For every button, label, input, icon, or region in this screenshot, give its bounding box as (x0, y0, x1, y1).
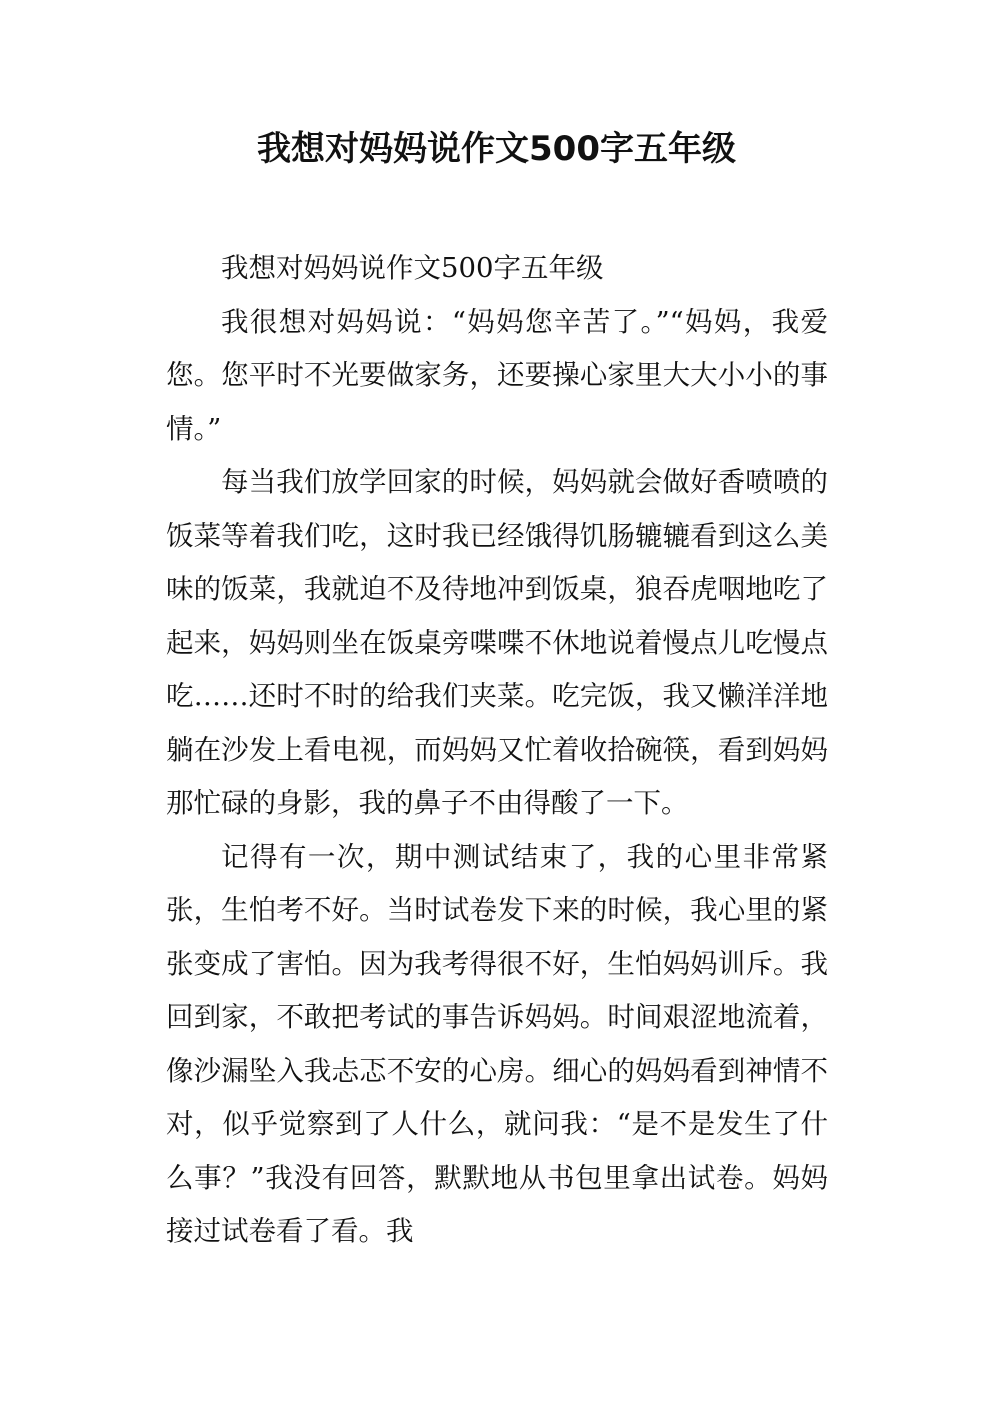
document-body (166, 242, 828, 1259)
document-title: 我想对妈妈说作文500字五年级 (257, 129, 736, 169)
paragraph-1: 我很想对妈妈说：“妈妈您辛苦了。”“妈妈，我爱您。您平时不光要做家务，还要操心家里大大小小的事情。” (166, 305, 828, 445)
paragraph-2: 每当我们放学回家的时候，妈妈就会做好香喷喷的饭菜等着我们吃，这时我已经饿得饥肠辘辘看到这么美味的饭菜，我就迫不及待地冲到饭桌，狼吞虎咽地吃了起来，妈妈则坐在饭桌旁喋喋不休地说着慢点儿吃慢点吃……还时不时的给我们夹菜。吃完饭，我又懒洋洋地躺在沙发上看电视，而妈妈又忙着收拾碗筷，看到妈妈那忙碌的身影，我的鼻子不由得酸了一下。 (166, 466, 828, 819)
paragraph-subtitle: 我想对妈妈说作文500字五年级 (221, 252, 604, 284)
paragraph-3: 记得有一次，期中测试结束了，我的心里非常紧张，生怕考不好。当时试卷发下来的时候，我心里的紧张变成了害怕。因为我考得很不好，生怕妈妈训斥。我回到家，不敢把考试的事告诉妈妈。时间艰涩地流着，像沙漏坠入我忐忑不安的心房。细心的妈妈看到神情不对，似乎觉察到了人什么，就问我：“是不是发生了什么事？”我没有回答，默默地从书包里拿出试卷。妈妈接过试卷看了看。我 (166, 840, 828, 1247)
